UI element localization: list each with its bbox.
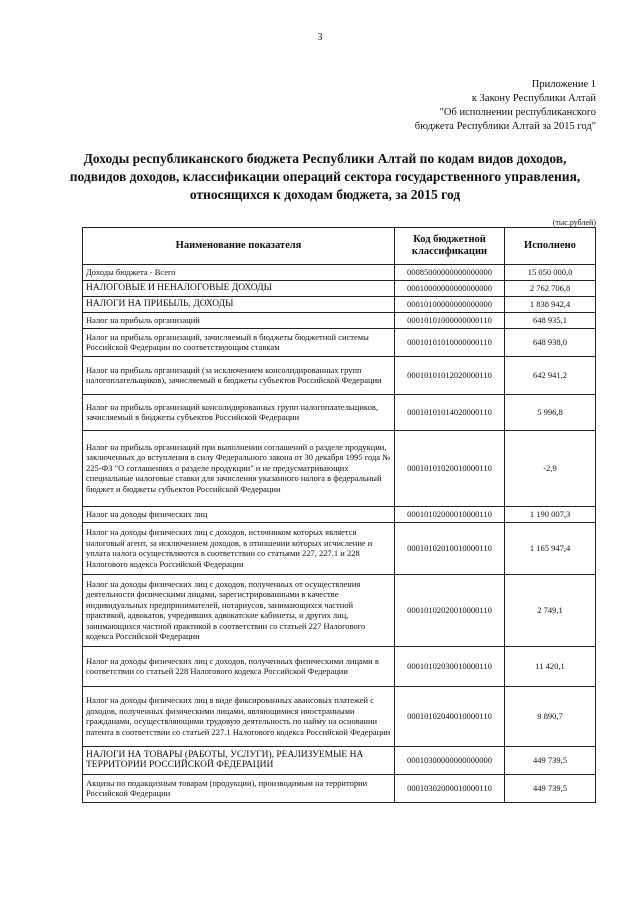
row-amount: 642 941,2	[505, 356, 596, 394]
row-code: 00010102020010000110	[395, 574, 505, 646]
row-name: Налог на доходы физических лиц	[83, 506, 395, 522]
row-code: 00010102010010000110	[395, 522, 505, 574]
row-code: 00010102000010000110	[395, 506, 505, 522]
row-code: 00010101010000000110	[395, 328, 505, 356]
row-amount: 648 938,0	[505, 328, 596, 356]
table-row	[83, 296, 596, 312]
header-code: Код бюджетной классификации	[395, 228, 505, 265]
table-row	[83, 646, 596, 686]
table-row	[83, 774, 596, 802]
table-row	[83, 265, 596, 281]
row-amount: 648 935,1	[505, 312, 596, 328]
row-code: 00010300000000000000	[395, 746, 505, 774]
row-name: Налог на доходы физических лиц с доходов, полученных от осуществления деятельности физическими лицами, зарегистрированными в качестве индивидуальных предпринимателей, нотариусов, занимающихся частной практикой, адвокатов, учредивших адвокатские кабинеты, и других лиц, занимающихся частной практикой в соответствии со статьей 227 Налогового кодекса Российской Федерации	[83, 574, 395, 646]
row-code: 00085000000000000000	[395, 265, 505, 281]
table-row	[83, 312, 596, 328]
table-row	[83, 686, 596, 746]
row-code: 00010302000010000110	[395, 774, 505, 802]
table-row	[83, 506, 596, 522]
row-name: Налог на доходы физических лиц с доходов, источником которых является налоговый агент, за исключением доходов, в отношении которых исчисление и уплата налога осуществляются в соответствии со статьями 227, 227.1 и 228 Налогового кодекса Российской Федерации	[83, 522, 395, 574]
units-label: (тыс.рублей)	[552, 218, 596, 227]
row-amount: 1 165 947,4	[505, 522, 596, 574]
row-name: Акцизы по подакцизным товарам (продукции), производимым на территории Российской Федерации	[83, 774, 395, 802]
header-name: Наименование показателя	[83, 228, 395, 265]
row-amount: 15 050 000,0	[505, 265, 596, 281]
appendix-line: Приложение 1	[531, 79, 596, 90]
table-row	[83, 280, 596, 296]
table-row	[83, 394, 596, 430]
row-name: Налог на прибыль организаций, зачисляемый в бюджеты бюджетной системы Российской Федерации по соответствующим ставкам	[83, 328, 395, 356]
appendix-line: бюджета Республики Алтай за 2015 год"	[414, 121, 596, 132]
row-code: 00010102040010000110	[395, 686, 505, 746]
appendix-header	[415, 78, 596, 134]
row-code: 00010101014020000110	[395, 394, 505, 430]
table-row	[83, 328, 596, 356]
row-amount: 449 739,5	[505, 746, 596, 774]
table-row	[83, 522, 596, 574]
row-name: Налог на доходы физических лиц в виде фиксированных авансовых платежей с доходов, полученных физическими лицами, являющимися иностранными гражданами, осуществляющими трудовую деятельность по найму на основании патента в соответствии со статьей 227.1 Налогового кодекса Российской Федерации	[83, 686, 395, 746]
row-name: НАЛОГИ НА ТОВАРЫ (РАБОТЫ, УСЛУГИ), РЕАЛИЗУЕМЫЕ НА ТЕРРИТОРИИ РОССИЙСКОЙ ФЕДЕРАЦИИ	[83, 746, 395, 774]
row-name: НАЛОГИ НА ПРИБЫЛЬ, ДОХОДЫ	[83, 296, 395, 312]
row-amount: 1 190 007,3	[505, 506, 596, 522]
row-code: 00010101012020000110	[395, 356, 505, 394]
row-name: Налог на прибыль организаций	[83, 312, 395, 328]
row-code: 00010000000000000000	[395, 280, 505, 296]
revenue-table	[82, 227, 596, 803]
row-name: Налог на доходы физических лиц с доходов, полученных физическими лицами в соответствии со статьей 228 Налогового кодекса Российской Федерации	[83, 646, 395, 686]
table-header-row	[83, 228, 596, 265]
table-row	[83, 430, 596, 506]
row-code: 00010101000000000110	[395, 312, 505, 328]
row-amount: 9 890,7	[505, 686, 596, 746]
document-title: Доходы республиканского бюджета Республики Алтай по кодам видов доходов, подвидов доходов, классификации операций сектора государственного управления, относящихся к доходам бюджета, за 2015 год	[69, 151, 581, 202]
row-name: Налог на прибыль организаций (за исключением консолидированных групп налогоплательщиков), зачисляемый в бюджеты субъектов Российской Федерации	[83, 356, 395, 394]
row-code: 00010101020010000110	[395, 430, 505, 506]
row-amount: 2 749,1	[505, 574, 596, 646]
header-amount: Исполнено	[505, 228, 596, 265]
row-name: Налог на прибыль организаций консолидированных групп налогоплательщиков, зачисляемый в бюджеты субъектов Российской Федерации	[83, 394, 395, 430]
row-name: НАЛОГОВЫЕ И НЕНАЛОГОВЫЕ ДОХОДЫ	[83, 280, 395, 296]
row-code: 00010102030010000110	[395, 646, 505, 686]
row-amount: 2 762 706,8	[505, 280, 596, 296]
table-row	[83, 746, 596, 774]
row-name: Доходы бюджета - Всего	[83, 265, 395, 281]
table-row	[83, 574, 596, 646]
row-amount: -2,9	[505, 430, 596, 506]
row-amount: 1 838 942,4	[505, 296, 596, 312]
page-number: 3	[317, 32, 323, 43]
row-name: Налог на прибыль организаций при выполнении соглашений о разделе продукции, заключенных до вступления в силу Федерального закона от 30 декабря 1995 года № 225-ФЗ "О соглашениях о разделе продукции" и не предусматривающих специальные налоговые ставки для зачисления указанного налога в федеральный бюджет и бюджеты субъектов Российской Федерации	[83, 430, 395, 506]
appendix-line: к Закону Республики Алтай	[471, 93, 596, 104]
appendix-line: "Об исполнении республиканского	[439, 107, 596, 118]
row-amount: 449 739,5	[505, 774, 596, 802]
row-amount: 5 996,8	[505, 394, 596, 430]
row-amount: 11 420,1	[505, 646, 596, 686]
table-row	[83, 356, 596, 394]
row-code: 00010100000000000000	[395, 296, 505, 312]
